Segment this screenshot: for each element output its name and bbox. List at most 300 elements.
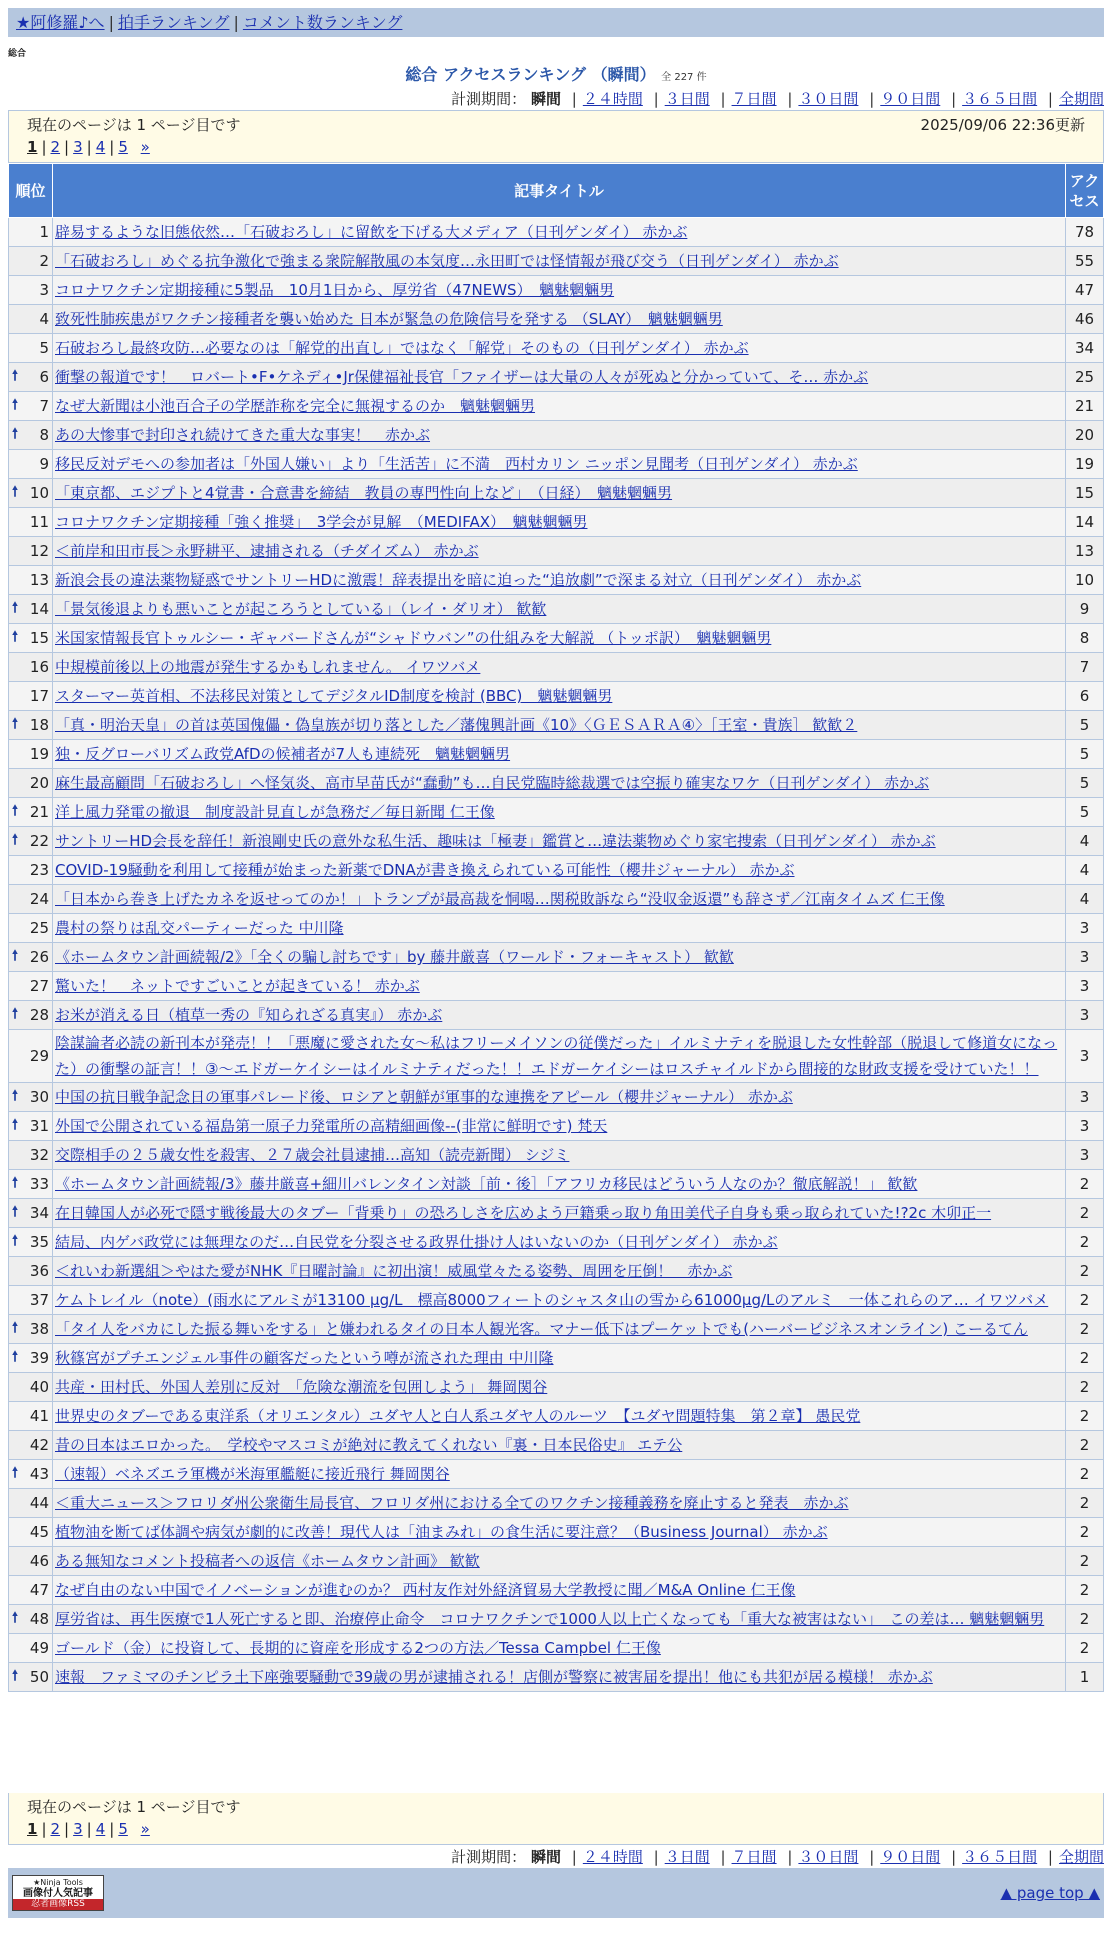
rank-number: 10 [29,484,49,502]
rank-cell [9,1634,53,1663]
article-title-link[interactable]: ゴールド（金）に投資して、長期的に資産を形成する2つの方法／Tessa Campbel 仁王像 [55,1639,661,1657]
footer-bar [8,1868,1104,1918]
table-row [9,218,1104,247]
current-page-text: 現在のページは 1 ページ目です [27,116,241,134]
rank-cell [9,508,53,537]
ranking-table-body [9,218,1104,1692]
title-cell [53,1605,1066,1634]
table-row [9,1199,1104,1228]
pager-page-5[interactable]: 5 [118,1820,128,1838]
period-separator: | [787,1848,793,1866]
table-row [9,1001,1104,1030]
article-title-link[interactable]: 中規模前後以上の地震が発生するかもしれません。 イワツバメ [55,658,481,676]
period-separator: | [1047,1848,1053,1866]
period-30d[interactable]: ３０日間 [798,90,859,108]
article-title-link[interactable]: ＜れいわ新選組＞やはた愛がNHK『日曜討論』に初出演！威風堂々たる姿勢、周囲を圧倒！ 赤かぶ [55,1262,733,1280]
article-title-link[interactable]: 「真・明治天皇」の首は英国傀儡・偽皇族が切り落とした／藩傀興計画《10》〈ＧＥＳＡＲＡ④〉［王室・貴族］ 歓歓２ [55,716,858,734]
rank-cell [9,392,53,421]
table-row [9,1402,1104,1431]
table-row [9,1576,1104,1605]
pager-page-3[interactable]: 3 [73,138,83,156]
title-cell [53,1547,1066,1576]
pager-separator: | [109,138,115,156]
rank-cell [9,740,53,769]
rank-up-arrow-icon: 🠕 [12,426,19,442]
title-cell [53,334,1066,363]
nav-separator: | [233,13,239,32]
article-title-link[interactable]: 「日本から巻き上げたカネを返せってのか！」トランプが最高裁を恫喝…関税敗訴なら“没収金返還”も辞さず／江南タイムズ 仁王像 [55,890,945,908]
title-cell [53,885,1066,914]
article-title-link[interactable]: スターマー英首相、不法移民対策としてデジタルID制度を検討 (BBC) 魑魅魍魎男 [55,687,613,705]
article-title-link[interactable]: 麻生最高顧問「石破おろし」へ怪気炎、高市早苗氏が“蠢動”も…自民党臨時総裁選では空振り確実なワケ（日刊ゲンダイ） 赤かぶ [55,774,930,792]
table-row [9,653,1104,682]
rank-number: 18 [29,716,49,734]
rank-number: 25 [29,919,49,937]
title-cell [53,1634,1066,1663]
article-title-link[interactable]: 中国の抗日戦争記念日の軍事パレード後、ロシアと朝鮮が軍事的な連携をアピール（櫻井ジャーナル） 赤かぶ [55,1088,793,1106]
access-count: 8 [1066,624,1104,653]
article-title-link[interactable]: 交際相手の２５歳女性を殺害、２７歳会社員逮捕…高知（読売新聞） シジミ [55,1146,570,1164]
rank-number: 33 [29,1175,49,1193]
access-count: 3 [1066,972,1104,1001]
pager-page-5[interactable]: 5 [118,138,128,156]
rank-cell [9,769,53,798]
access-count: 25 [1066,363,1104,392]
article-title-link[interactable]: サントリーHD会長を辞任！新浪剛史氏の意外な私生活、趣味は「極妻」鑑賞と…違法薬物めぐり家宅捜索（日刊ゲンダイ） 赤かぶ [55,832,936,850]
article-title-link[interactable]: 昔の日本はエロかった。 学校やマスコミが絶対に教えてくれない『裏・日本民俗史』 エテ公 [55,1436,683,1454]
article-title-link[interactable]: 陰謀論者必読の新刊本が発売！！「悪魔に愛された女〜私はフリーメイソンの従僕だった」イルミナティを脱退した女性幹部（脱退して修道女になった）の衝撃の証言！！③〜エドガーケイシーはイルミナティだった！！エドガーケイシーはロスチャイルドから間接的な財政支援を受けていた！！ [55,1034,1058,1078]
rank-cell [9,1518,53,1547]
rank-column-header: 順位 [9,164,53,218]
pager-separator: | [64,138,70,156]
access-count: 4 [1066,827,1104,856]
access-count: 3 [1066,1001,1104,1030]
title-cell [53,1344,1066,1373]
pager-gap [132,1820,137,1838]
rank-number: 22 [29,832,49,850]
rank-up-arrow-icon: 🠕 [12,1349,19,1365]
title-cell [53,1199,1066,1228]
rank-number: 20 [29,774,49,792]
article-title-link[interactable]: ＜重大ニュース＞フロリダ州公衆衛生局長官、フロリダ州における全てのワクチン接種義務を廃止すると発表 赤かぶ [55,1494,849,1512]
table-row [9,972,1104,1001]
rank-cell [9,479,53,508]
access-count: 2 [1066,1431,1104,1460]
period-all[interactable]: 全期間 [1058,90,1104,108]
rank-cell [9,914,53,943]
access-count: 5 [1066,740,1104,769]
pager-current: 1 [27,1820,38,1838]
rank-number: 31 [29,1117,49,1135]
rank-cell [9,827,53,856]
table-row [9,1257,1104,1286]
table-row [9,1315,1104,1344]
article-title-link[interactable]: 「景気後退よりも悪いことが起ころうとしている」（レイ・ダリオ） 歓歓 [55,600,547,618]
rank-cell [9,1286,53,1315]
title-cell [53,218,1066,247]
page-info-bottom [8,1793,1104,1845]
rank-up-arrow-icon: 🠕 [12,832,19,848]
table-row [9,827,1104,856]
rank-cell [9,1257,53,1286]
rank-number: 23 [29,861,49,879]
access-count: 2 [1066,1286,1104,1315]
article-title-link[interactable]: 外国で公開されている福島第一原子力発電所の高精細画像--(非常に鮮明です) 梵天 [55,1117,608,1135]
title-cell [53,1083,1066,1112]
article-title-link[interactable]: （速報）ベネズエラ軍機が米海軍艦艇に接近飛行 舞岡関谷 [55,1465,450,1483]
period-30d[interactable]: ３０日間 [798,1848,859,1866]
rank-cell [9,1141,53,1170]
title-cell [53,479,1066,508]
table-row [9,1141,1104,1170]
rank-number: 29 [29,1047,49,1065]
article-title-link[interactable]: 世界史のタブーである東洋系（オリエンタル）ユダヤ人と白人系ユダヤ人のルーツ 【ユダヤ問題特集 第２章】 愚民党 [55,1407,861,1425]
page-title [0,62,1112,85]
title-cell [53,798,1066,827]
title-cell [53,450,1066,479]
rank-cell [9,566,53,595]
access-count: 2 [1066,1257,1104,1286]
rank-cell [9,363,53,392]
period-separator: | [571,1848,577,1866]
access-count: 5 [1066,798,1104,827]
rank-cell [9,1030,53,1083]
access-count: 78 [1066,218,1104,247]
rank-cell [9,798,53,827]
table-row [9,1460,1104,1489]
title-cell [53,972,1066,1001]
title-cell [53,682,1066,711]
pager-page-4[interactable]: 4 [95,138,106,156]
rank-number: 15 [29,629,49,647]
article-title-link[interactable]: コロナワクチン定期接種に5製品 10月1日から、厚労省（47NEWS） 魑魅魍魎男 [55,281,615,299]
period-selector-top [451,88,1104,109]
rank-up-arrow-icon: 🠕 [12,1006,19,1022]
category-label: 総合 [8,49,27,59]
article-title-link[interactable]: 衝撃の報道です！ ロバート•F•ケネディ•Jr保健福祉長官「ファイザーは大量の人々が死ぬと分かっていて、そ… 赤かぶ [55,368,869,386]
access-count: 2 [1066,1315,1104,1344]
article-title-link[interactable]: 致死性肺疾患がワクチン接種者を襲い始めた 日本が緊急の危険信号を発する （SLAY） 魑魅魍魎男 [55,310,723,328]
title-cell [53,392,1066,421]
article-title-link[interactable]: ＜前岸和田市長＞永野耕平、逮捕される（チダイズム） 赤かぶ [55,542,479,560]
rank-cell [9,247,53,276]
period-separator: | [951,90,957,108]
page-info-top [8,110,1104,163]
period-separator: | [571,90,577,108]
article-title-link[interactable]: 《ホームタウン計画続報/2》「全くの騙し討ちです」by 藤井厳喜（ワールド・フォーキャスト） 歓歓 [55,948,734,966]
rank-number: 27 [29,977,49,995]
title-cell [53,276,1066,305]
title-cell [53,1228,1066,1257]
title-cell [53,566,1066,595]
article-title-link[interactable]: お米が消える日（植草一秀の『知られざる真実』） 赤かぶ [55,1006,443,1024]
rank-cell [9,856,53,885]
pager-page-3[interactable]: 3 [73,1820,83,1838]
access-count: 4 [1066,885,1104,914]
article-title-link[interactable]: 厚労省は、再生医療で1人死亡すると即、治療停止命令 コロナワクチンで1000人以上亡くなっても「重大な被害はない」 この差は… 魑魅魍魎男 [55,1610,1045,1628]
period-all[interactable]: 全期間 [1058,1848,1104,1866]
rank-up-arrow-icon: 🠕 [12,600,19,616]
rank-cell [9,1431,53,1460]
rank-up-arrow-icon: 🠕 [12,803,19,819]
article-title-link[interactable]: なぜ自由のない中国でイノベーションが進むのか？ 西村友作対外経済貿易大学教授に聞／M&A Online 仁王像 [55,1581,796,1599]
article-title-link[interactable]: 「東京都、エジプトと4覚書・合意書を締結 教員の専門性向上など」 （日経） 魑魅魍魎男 [55,484,673,502]
article-title-link[interactable]: 農村の祭りは乱交パーティーだった 中川隆 [55,919,344,937]
article-title-link[interactable]: 辟易するような旧態依然…「石破おろし」に留飲を下げる大メディア（日刊ゲンダイ） 赤かぶ [55,223,688,241]
access-count: 6 [1066,682,1104,711]
period-separator: | [951,1848,957,1866]
rank-up-arrow-icon: 🠕 [12,1175,19,1191]
rank-up-arrow-icon: 🠕 [12,1117,19,1133]
access-count: 2 [1066,1460,1104,1489]
table-row [9,1286,1104,1315]
rank-number: 50 [29,1668,49,1686]
rank-up-arrow-icon: 🠕 [12,1668,19,1684]
rank-number: 13 [29,571,49,589]
rank-up-arrow-icon: 🠕 [12,629,19,645]
rank-cell [9,943,53,972]
rank-number: 47 [29,1581,49,1599]
title-cell [53,1170,1066,1199]
period-separator: | [869,1848,875,1866]
rank-number: 45 [29,1523,49,1541]
table-row [9,856,1104,885]
title-cell [53,363,1066,392]
table-row [9,798,1104,827]
pager-bottom [27,1818,1085,1840]
access-count: 47 [1066,276,1104,305]
title-cell [53,827,1066,856]
article-title-link[interactable]: 新浪会長の違法薬物疑惑でサントリーHDに激震！辞表提出を暗に迫った“追放劇”で深まる対立（日刊ゲンダイ） 赤かぶ [55,571,862,589]
table-row [9,1030,1104,1083]
article-title-link[interactable]: 秋篠宮がプチエンジェル事件の顧客だったという噂が流された理由 中川隆 [55,1349,554,1367]
rank-number: 28 [29,1006,49,1024]
table-row [9,885,1104,914]
access-count: 3 [1066,1083,1104,1112]
rank-cell [9,450,53,479]
pager-next[interactable]: » [140,138,150,156]
rank-cell [9,1605,53,1634]
pager-page-2[interactable]: 2 [50,1820,61,1838]
article-title-link[interactable]: 「石破おろし」めぐる抗争激化で強まる衆院解散風の本気度…永田町では怪情報が飛び交う（日刊ゲンダイ） 赤かぶ [55,252,839,270]
pager-next[interactable]: » [140,1820,150,1838]
period-7d[interactable]: ７日間 [731,90,777,108]
rank-up-arrow-icon: 🠕 [12,1088,19,1104]
access-count: 2 [1066,1489,1104,1518]
rank-cell [9,1663,53,1692]
title-cell [53,1518,1066,1547]
pager-page-4[interactable]: 4 [95,1820,106,1838]
pager-separator: | [41,1820,47,1838]
article-title-link[interactable]: ある無知なコメント投稿者への返信《ホームタウン計画》 歓歓 [55,1552,480,1570]
rank-number: 5 [39,339,49,357]
article-title-link[interactable]: COVID-19騒動を利用して接種が始まった新薬でDNAが書き換えられている可能性（櫻井ジャーナル） 赤かぶ [55,861,795,879]
ranking-table [8,163,1104,1692]
title-cell [53,1315,1066,1344]
period-label: 計測期間： [451,1848,527,1866]
rank-cell [9,653,53,682]
article-title-link[interactable]: 在日韓国人が必死で隠す戦後最大のタブー「背乗り」の恐ろしさを広めよう戸籍乗っ取り角田美代子自身も乗っ取られていた!?2c 木卯正一 [55,1204,992,1222]
access-count: 20 [1066,421,1104,450]
table-row [9,1112,1104,1141]
title-cell [53,1286,1066,1315]
rank-cell [9,334,53,363]
rank-cell [9,682,53,711]
table-row [9,595,1104,624]
access-count: 2 [1066,1605,1104,1634]
access-count: 2 [1066,1170,1104,1199]
title-column-header: 記事タイトル [53,164,1066,218]
rank-cell [9,1344,53,1373]
article-title-link[interactable]: 石破おろし最終攻防…必要なのは「解党的出直し」ではなく「解党」そのもの（日刊ゲンダイ） 赤かぶ [55,339,749,357]
access-count: 34 [1066,334,1104,363]
table-row [9,914,1104,943]
pager-current: 1 [27,138,38,156]
rank-cell [9,276,53,305]
table-row [9,1547,1104,1576]
rank-cell [9,972,53,1001]
access-count: 14 [1066,508,1104,537]
access-count: 3 [1066,1141,1104,1170]
table-row [9,1489,1104,1518]
access-count: 2 [1066,1547,1104,1576]
article-title-link[interactable]: 結局、内ゲバ政党には無理なのだ…自民党を分裂させる政界仕掛け人はいないのか（日刊ゲンダイ） 赤かぶ [55,1233,778,1251]
top-nav [8,8,1104,37]
article-title-link[interactable]: 共産・田村氏、外国人差別に反対 「危険な潮流を包囲しよう」 舞岡関谷 [55,1378,548,1396]
applause-ranking-link[interactable]: 拍手ランキング [117,13,230,32]
article-title-link[interactable]: なぜ大新聞は小池百合子の学歴詐称を完全に無視するのか 魑魅魍魎男 [55,397,536,415]
rank-number: 32 [29,1146,49,1164]
table-row [9,1170,1104,1199]
period-label: 計測期間： [451,90,527,108]
period-365d[interactable]: ３６５日間 [962,1848,1038,1866]
access-count: 2 [1066,1634,1104,1663]
rank-up-arrow-icon: 🠕 [12,948,19,964]
rank-up-arrow-icon: 🠕 [12,1233,19,1249]
page-title-text: 総合 アクセスランキング （瞬間） [405,65,656,84]
article-title-link[interactable]: 米国家情報長官トゥルシー・ギャバードさんが“シャドウバン”の仕組みを大解説 （トッポ訳） 魑魅魍魎男 [55,629,772,647]
article-title-link[interactable]: 「タイ人をバカにした振る舞いをする」と嫌われるタイの日本人観光客。マナー低下はプーケットでも(ハーバービジネスオンライン) こーるてん [55,1320,1028,1338]
period-365d[interactable]: ３６５日間 [962,90,1038,108]
title-cell [53,1460,1066,1489]
table-row [9,1228,1104,1257]
article-title-link[interactable]: 洋上風力発電の撤退 制度設計見直しが急務だ／毎日新聞 仁王像 [55,803,495,821]
title-cell [53,1489,1066,1518]
period-separator: | [653,1848,659,1866]
table-row [9,943,1104,972]
table-row [9,1518,1104,1547]
article-title-link[interactable]: あの大惨事で封印され続けてきた重大な事実！ 赤かぶ [55,426,431,444]
rank-cell [9,1170,53,1199]
access-count: 21 [1066,392,1104,421]
page-top-link[interactable]: ▲ page top ▲ [1000,1884,1100,1902]
table-row [9,1634,1104,1663]
rank-cell [9,305,53,334]
title-cell [53,1663,1066,1692]
title-cell [53,740,1066,769]
current-page-text-bottom: 現在のページは 1 ページ目です [27,1798,241,1816]
article-title-link[interactable]: 移民反対デモへの参加者は「外国人嫌い」より「生活苦」に不満 西村カリン ニッポン見聞考（日刊ゲンダイ） 赤かぶ [55,455,858,473]
period-3d[interactable]: ３日間 [664,1848,710,1866]
home-link[interactable]: ★阿修羅♪へ [16,13,105,32]
pager-page-2[interactable]: 2 [50,138,61,156]
period-90d[interactable]: ９０日間 [880,90,941,108]
ninja-tools-badge[interactable] [12,1875,104,1911]
table-row [9,276,1104,305]
rank-cell [9,595,53,624]
comment-ranking-link[interactable]: コメント数ランキング [242,13,403,32]
access-count: 55 [1066,247,1104,276]
rank-cell [9,1001,53,1030]
title-cell [53,1402,1066,1431]
article-title-link[interactable]: コロナワクチン定期接種「強く推奨」 3学会が見解 （MEDIFAX） 魑魅魍魎男 [55,513,588,531]
period-7d[interactable]: ７日間 [731,1848,777,1866]
rank-number: 19 [29,745,49,763]
period-24h[interactable]: ２４時間 [582,90,643,108]
article-title-link[interactable]: 驚いた！ ネットですごいことが起きている！ 赤かぶ [55,977,420,995]
article-title-link[interactable]: 《ホームタウン計画続報/3》藤井厳喜+細川バレンタイン対談［前・後］「アフリカ移民はどういう人なのか？徹底解説！」 歓歓 [55,1175,918,1193]
rank-number: 49 [29,1639,49,1657]
title-cell [53,421,1066,450]
period-90d[interactable]: ９０日間 [880,1848,941,1866]
pager-separator: | [86,138,92,156]
period-24h[interactable]: ２４時間 [582,1848,643,1866]
access-count: 5 [1066,769,1104,798]
rank-cell [9,1547,53,1576]
table-row [9,421,1104,450]
access-count: 9 [1066,595,1104,624]
access-count: 13 [1066,537,1104,566]
period-3d[interactable]: ３日間 [664,90,710,108]
rank-number: 6 [39,368,49,386]
rank-cell [9,711,53,740]
period-current: 瞬間 [530,90,561,108]
period-selector-bottom [451,1846,1104,1867]
access-count: 2 [1066,1228,1104,1257]
rank-cell [9,1460,53,1489]
rank-number: 36 [29,1262,49,1280]
access-count: 7 [1066,653,1104,682]
article-title-link[interactable]: 植物油を断てば体調や病気が劇的に改善！現代人は「油まみれ」の食生活に要注意？（Business Journal） 赤かぶ [55,1523,828,1541]
table-row [9,537,1104,566]
access-count: 15 [1066,479,1104,508]
title-cell [53,1112,1066,1141]
rank-cell [9,421,53,450]
access-column-header: アクセス [1066,164,1104,218]
article-title-link[interactable]: 独・反グローバリズム政党AfDの候補者が7人も連続死 魑魅魍魎男 [55,745,511,763]
table-row [9,682,1104,711]
title-cell [53,711,1066,740]
article-title-link[interactable]: 速報 ファミマのチンピラ土下座強要騒動で39歳の男が逮捕される！店側が警察に被害届を提出！他にも共犯が居る模様！ 赤かぶ [55,1668,933,1686]
access-count: 5 [1066,711,1104,740]
table-row [9,247,1104,276]
rank-up-arrow-icon: 🠕 [12,397,19,413]
access-count: 2 [1066,1518,1104,1547]
period-separator: | [787,90,793,108]
rank-cell [9,1112,53,1141]
table-row [9,363,1104,392]
table-row [9,334,1104,363]
rank-number: 37 [29,1291,49,1309]
title-cell [53,305,1066,334]
period-separator: | [1047,90,1053,108]
table-row [9,566,1104,595]
table-row [9,1344,1104,1373]
rank-number: 30 [29,1088,49,1106]
article-title-link[interactable]: ケムトレイル（note）(雨水にアルミが13100 µg/L 標高8000フィートのシャスタ山の雪から61000µg/Lのアルミ 一体これらのア… イワツバメ [55,1291,1049,1309]
rank-up-arrow-icon: 🠕 [12,1320,19,1336]
rank-cell [9,218,53,247]
